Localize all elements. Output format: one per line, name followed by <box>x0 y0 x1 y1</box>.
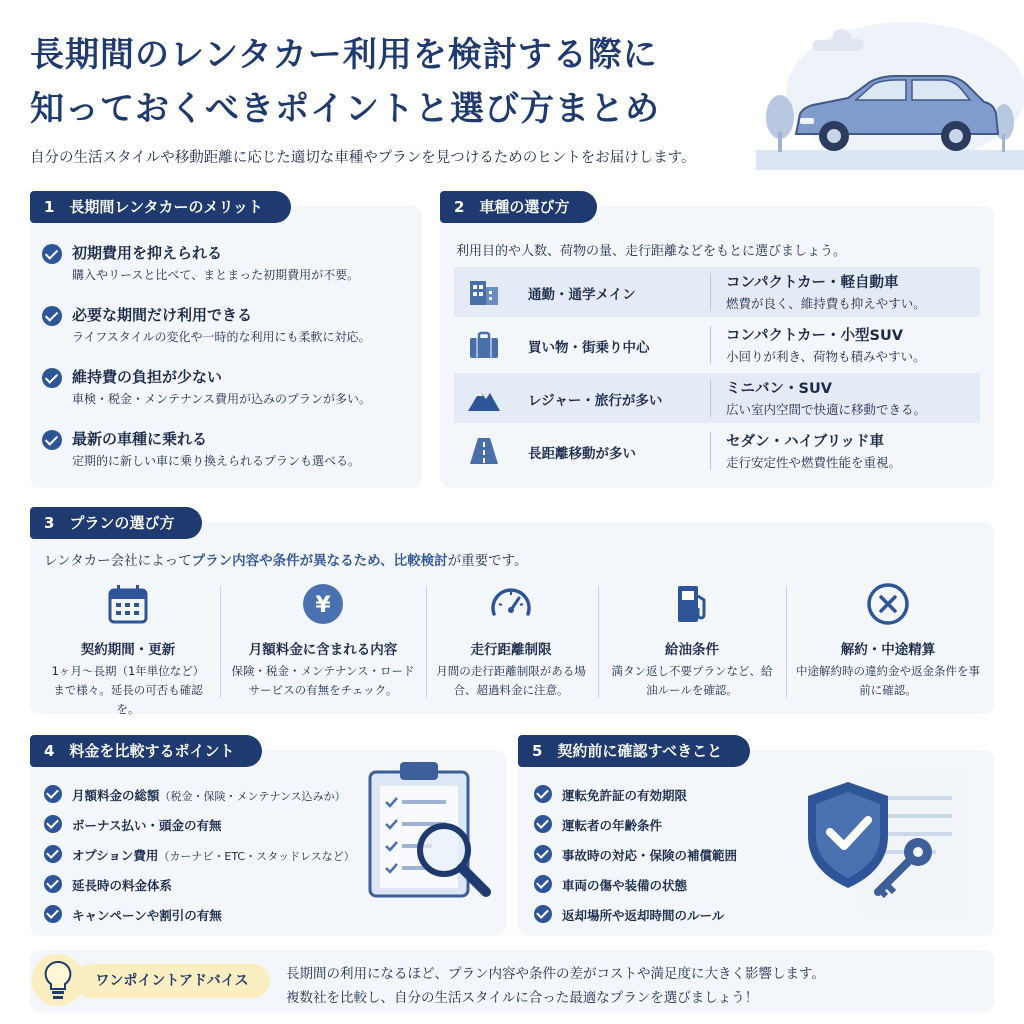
car-type-row <box>454 320 980 370</box>
shopping-bag-icon <box>466 330 502 360</box>
car-type-desc: 小回りが利き、荷物も積みやすい。 <box>726 349 926 364</box>
list-item-text: 返却場所や返却時間のルール <box>562 908 725 923</box>
plan-column <box>430 582 592 706</box>
row-divider <box>710 273 711 311</box>
list-item-note: （税金・保険・メンテナンス込みか） <box>159 790 346 803</box>
plan-title: 給油条件 <box>665 642 719 658</box>
car-type-desc: 燃費が良く、維持費も抑えやすい。 <box>726 296 926 311</box>
plan-column <box>40 582 216 716</box>
clipboard-magnifier-icon <box>362 758 498 908</box>
advice-text <box>286 962 825 1010</box>
plan-column <box>790 582 986 706</box>
list-item-text: オプション費用 <box>72 848 159 863</box>
plan-title: 月額料金に含まれる内容 <box>248 642 398 658</box>
plan-desc: 満タン返し不要プランなど、給油ルールを確認。 <box>611 664 773 697</box>
column-divider <box>220 586 221 698</box>
merit-desc: ライフスタイルの変化や一時的な利用にも柔軟に対応。 <box>72 330 371 344</box>
speedometer-icon <box>489 582 533 626</box>
fuel-pump-icon <box>670 582 714 626</box>
check-circle-icon <box>44 905 62 923</box>
car-use: 長距離移動が多い <box>528 446 636 462</box>
car-illustration-icon <box>756 22 1024 172</box>
plan-desc: 保険・税金・メンテナンス・ロードサービスの有無をチェック。 <box>231 664 415 697</box>
check-circle-icon <box>44 875 62 893</box>
row-divider <box>710 379 711 417</box>
column-divider <box>786 586 787 698</box>
pre-contract-section-label: 5 契約前に確認すべきこと <box>518 735 750 767</box>
plan-desc: 1ヶ月〜長期（1年単位など）まで様々。延長の可否も確認を。 <box>51 664 205 716</box>
advice-label: ワンポイントアドバイス <box>74 964 270 998</box>
list-item-text: 車両の傷や装備の状態 <box>562 878 688 893</box>
list-item-text: キャンペーンや割引の有無 <box>72 908 222 923</box>
car-use: 通勤・通学メイン <box>528 287 636 303</box>
check-circle-icon <box>42 368 62 388</box>
merit-desc: 購入やリースと比べて、まとまった初期費用が不要。 <box>72 268 360 282</box>
list-item-text: 運転免許証の有効期限 <box>562 788 688 803</box>
check-circle-icon <box>534 785 552 803</box>
check-circle-icon <box>534 845 552 863</box>
plan-section-label: 3 プランの選び方 <box>30 507 202 539</box>
check-circle-icon <box>534 815 552 833</box>
building-icon <box>466 277 502 307</box>
title-line-1: 長期間のレンタカー利用を検討する際に <box>30 35 658 75</box>
plan-title: 解約・中途精算 <box>840 642 936 658</box>
plan-column <box>602 582 782 706</box>
car-type-section-label: 2 車種の選び方 <box>440 191 597 223</box>
list-item-note: （カーナビ・ETC・スタッドレスなど） <box>158 850 355 863</box>
merit-title: 最新の車種に乗れる <box>72 430 208 448</box>
plan-column <box>224 582 422 706</box>
plan-title: 走行距離制限 <box>470 642 552 658</box>
page-subtitle: 自分の生活スタイルや移動距離に応じた適切な車種やプランを見つけるためのヒントをお届けします。 <box>30 150 696 166</box>
list-item-text: 運転者の年齢条件 <box>562 818 663 833</box>
column-divider <box>426 586 427 698</box>
check-circle-icon <box>44 785 62 803</box>
plan-title: 契約期間・更新 <box>80 642 176 658</box>
merit-title: 維持費の負担が少ない <box>72 368 223 386</box>
check-circle-icon <box>44 845 62 863</box>
mountain-icon <box>466 383 502 413</box>
yen-icon <box>301 582 345 626</box>
car-type-desc: 広い室内空間で快適に移動できる。 <box>726 402 927 417</box>
merits-section-label: 1 長期間レンタカーのメリット <box>30 191 291 223</box>
plan-desc: 中途解約時の違約金や返金条件を事前に確認。 <box>796 664 980 697</box>
car-type-row <box>454 373 980 423</box>
car-type-intro: 利用目的や人数、荷物の量、走行距離などをもとに選びましょう。 <box>456 244 847 259</box>
merit-title: 初期費用を抑えられる <box>72 244 223 262</box>
shield-key-icon <box>800 770 976 926</box>
plan-intro-text: が重要です。 <box>447 553 528 569</box>
row-divider <box>710 326 711 364</box>
advice-line-1: 長期間の利用になるほど、プラン内容や条件の差がコストや満足度に大きく影響します。 <box>286 966 825 982</box>
plan-intro-text: レンタカー会社によって <box>44 553 192 569</box>
list-item-text: 延長時の料金体系 <box>72 878 173 893</box>
car-type-row <box>454 426 980 476</box>
car-type: セダン・ハイブリッド車 <box>726 434 885 450</box>
list-item-text: 月額料金の総額 <box>72 788 160 803</box>
check-circle-icon <box>44 815 62 833</box>
page-title <box>30 28 770 136</box>
calendar-icon <box>106 582 150 626</box>
cancel-icon <box>866 582 910 626</box>
check-circle-icon <box>42 244 62 264</box>
car-type: コンパクトカー・軽自動車 <box>726 275 899 291</box>
merit-desc: 車検・税金・メンテナンス費用が込みのプランが多い。 <box>72 392 372 406</box>
check-circle-icon <box>42 306 62 326</box>
svg-text:¥: ¥ <box>315 593 331 618</box>
check-circle-icon <box>534 875 552 893</box>
car-use: レジャー・旅行が多い <box>528 393 663 409</box>
plan-intro-highlight: プラン内容や条件が異なるため、比較検討 <box>191 553 448 569</box>
car-type-desc: 走行安定性や燃費性能を重視。 <box>726 455 902 470</box>
car-type: ミニバン・SUV <box>726 381 832 397</box>
car-type-row <box>454 267 980 317</box>
lightbulb-icon <box>30 952 86 1008</box>
price-compare-section-label: 4 料金を比較するポイント <box>30 735 262 767</box>
merit-desc: 定期的に新しい車に乗り換えられるプランも選べる。 <box>72 454 361 468</box>
list-item-text: 事故時の対応・保険の補償範囲 <box>562 848 738 863</box>
road-icon <box>466 436 502 466</box>
plan-intro <box>44 549 528 569</box>
advice-line-2: 複数社を比較し、自分の生活スタイルに合った最適なプランを選びましょう！ <box>286 990 759 1006</box>
plan-desc: 月間の走行距離制限がある場合、超過料金に注意。 <box>436 664 586 697</box>
check-circle-icon <box>534 905 552 923</box>
car-type: コンパクトカー・小型SUV <box>726 328 903 344</box>
column-divider <box>598 586 599 698</box>
title-line-2: 知っておくべきポイントと選び方まとめ <box>30 89 660 129</box>
list-item-text: ボーナス払い・頭金の有無 <box>72 818 222 833</box>
car-use: 買い物・街乗り中心 <box>528 340 650 356</box>
row-divider <box>710 432 711 470</box>
merit-title: 必要な期間だけ利用できる <box>72 306 253 324</box>
check-circle-icon <box>42 430 62 450</box>
